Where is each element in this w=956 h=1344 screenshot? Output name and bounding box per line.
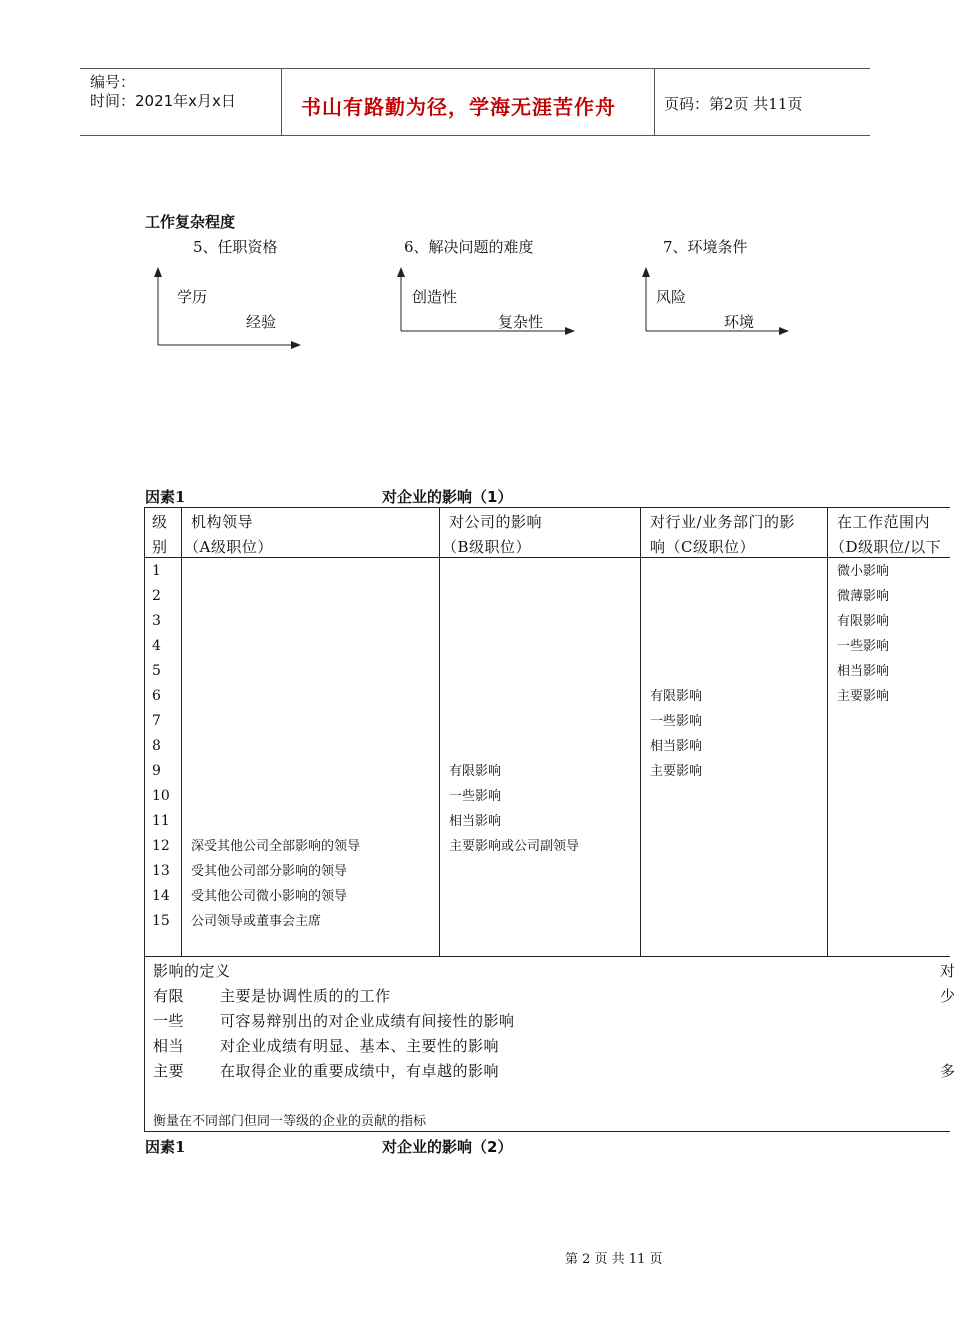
header-number-label: 编号： — [90, 73, 136, 91]
column-a-entries — [191, 834, 360, 934]
table-cell: 微薄影响 — [837, 589, 890, 604]
table-cell: 公司领导或董事会主席 — [191, 914, 322, 929]
axis-diagram — [148, 265, 308, 355]
level-number: 11 — [152, 813, 170, 829]
column-header-a: 机构领导 — [191, 513, 254, 531]
level-number: 4 — [152, 638, 161, 654]
level-number: 9 — [152, 763, 161, 779]
column-header-c: 响（C级职位） — [650, 538, 755, 556]
column-divider — [181, 507, 182, 957]
column-d-entries — [837, 559, 889, 709]
level-number: 14 — [152, 888, 170, 904]
factor-title: 对企业的影响（1） — [382, 488, 513, 506]
x-axis-label: 复杂性 — [498, 313, 544, 331]
header-bottom-rule — [80, 135, 870, 136]
factor-label: 因素1 — [145, 1138, 186, 1156]
header-motto: 书山有路勤为径，学海无涯苦作舟 — [301, 95, 616, 119]
column-header-level: 级 — [152, 513, 168, 531]
table-cell: 相当影响 — [837, 664, 890, 679]
definition-text: 在取得企业的重要成绩中，有卓越的影响 — [220, 1062, 500, 1080]
definition-text: 对企业成绩有明显、基本、主要性的影响 — [220, 1037, 500, 1055]
column-divider — [640, 507, 641, 957]
table-cell: 一些影响 — [837, 639, 890, 654]
level-number: 3 — [152, 613, 161, 629]
column-header-d: 在工作范围内 — [837, 513, 931, 531]
level-number: 6 — [152, 688, 161, 704]
level-number: 12 — [152, 838, 170, 854]
definition-term: 有限 — [153, 987, 185, 1005]
level-number: 5 — [152, 663, 161, 679]
table-bottom-border — [144, 1131, 950, 1132]
y-axis-label: 风险 — [656, 288, 687, 306]
table-cell: 相当影响 — [449, 814, 502, 829]
header-date: 时间：2021年x月x日 — [90, 92, 236, 110]
clipped-text: 对 — [940, 962, 956, 980]
definition-term: 相当 — [153, 1037, 185, 1055]
column-b-entries — [449, 759, 579, 859]
header-page-info: 页码：第2页 共11页 — [664, 95, 803, 113]
level-number: 13 — [152, 863, 170, 879]
table-cell: 一些影响 — [449, 789, 502, 804]
table-cell: 有限影响 — [449, 764, 502, 779]
header-divider — [281, 68, 282, 136]
table-note: 衡量在不同部门但同一等级的企业的贡献的指标 — [153, 1114, 427, 1129]
column-header-b: 对公司的影响 — [449, 513, 543, 531]
x-axis-label: 经验 — [246, 313, 277, 331]
table-cell: 深受其他公司全部影响的领导 — [191, 839, 361, 854]
complexity-title: 工作复杂程度 — [145, 213, 236, 231]
table-cell: 一些影响 — [650, 714, 703, 729]
table-cell: 主要影响 — [837, 689, 890, 704]
y-axis-label: 学历 — [177, 288, 208, 306]
column-header-c: 对行业/业务部门的影 — [650, 513, 796, 531]
clipped-text: 少 — [940, 987, 956, 1005]
header-top-rule — [80, 68, 870, 69]
level-number: 2 — [152, 588, 161, 604]
y-axis-label: 创造性 — [412, 288, 458, 306]
table-left-border — [144, 507, 145, 1132]
level-list — [152, 559, 170, 934]
level-number: 15 — [152, 913, 170, 929]
table-cell: 微小影响 — [837, 564, 890, 579]
level-number: 10 — [152, 788, 170, 804]
table-cell: 受其他公司部分影响的领导 — [191, 864, 348, 879]
level-number: 1 — [152, 563, 161, 579]
diagram-title: 5、任职资格 — [193, 238, 278, 256]
header-divider — [654, 68, 655, 136]
factor-label: 因素1 — [145, 488, 186, 506]
column-divider — [827, 507, 828, 957]
definition-heading: 影响的定义 — [153, 962, 231, 980]
column-header-a: （A级职位） — [184, 538, 273, 556]
definition-term: 主要 — [153, 1062, 185, 1080]
diagram-title: 7、环境条件 — [663, 238, 748, 256]
table-header-rule — [144, 557, 950, 558]
diagram-title: 6、解决问题的难度 — [404, 238, 534, 256]
clipped-text: 多 — [940, 1062, 956, 1080]
table-cell: 有限影响 — [650, 689, 703, 704]
column-header-level: 别 — [152, 538, 168, 556]
page-footer: 第 2 页 共 11 页 — [565, 1252, 663, 1267]
level-number: 8 — [152, 738, 161, 754]
definition-term: 一些 — [153, 1012, 185, 1030]
level-number: 7 — [152, 713, 161, 729]
table-top-border — [144, 507, 950, 508]
definition-text: 可容易辩别出的对企业成绩有间接性的影响 — [220, 1012, 515, 1030]
x-axis-label: 环境 — [724, 313, 755, 331]
column-divider — [439, 507, 440, 957]
table-cell: 受其他公司微小影响的领导 — [191, 889, 348, 904]
column-c-entries — [650, 684, 702, 784]
column-header-b: （B级职位） — [442, 538, 532, 556]
table-cell: 有限影响 — [837, 614, 890, 629]
column-header-d: （D级职位/以下 — [830, 538, 942, 556]
table-cell: 主要影响或公司副领导 — [449, 839, 580, 854]
table-body-rule — [144, 956, 950, 957]
factor-title: 对企业的影响（2） — [382, 1138, 513, 1156]
table-cell: 相当影响 — [650, 739, 703, 754]
table-cell: 主要影响 — [650, 764, 703, 779]
definition-text: 主要是协调性质的的工作 — [220, 987, 391, 1005]
